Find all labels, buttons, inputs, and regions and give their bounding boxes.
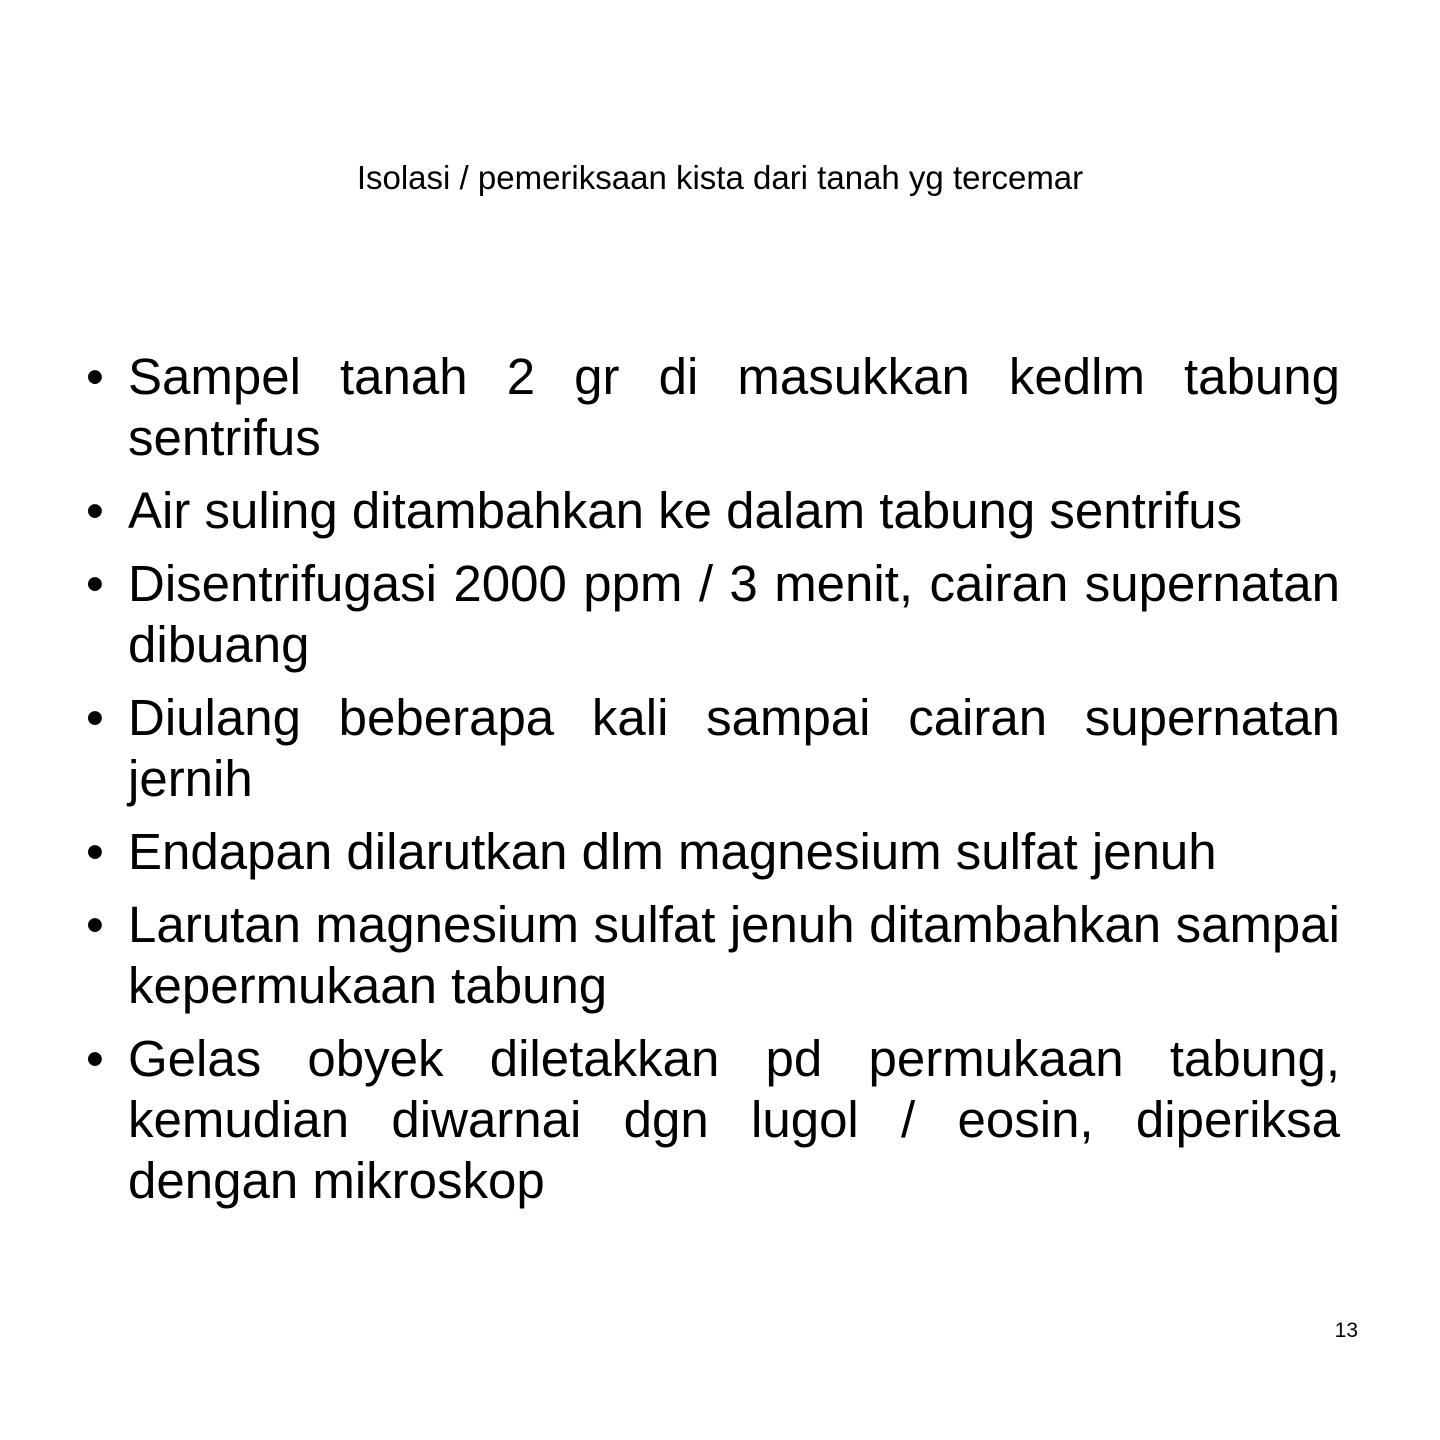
bullet-icon: • xyxy=(86,896,104,953)
bullet-text: Disentrifugasi 2000 ppm / 3 menit, cairan supernatan dibuang xyxy=(128,555,1340,673)
bullet-item xyxy=(80,1028,1340,1211)
bullet-text: Gelas obyek diletakkan pd permukaan tabung, kemudian diwarnai dgn lugol / eosin, diperiksa dengan mikroskop xyxy=(128,1030,1340,1209)
bullet-item xyxy=(80,553,1340,675)
bullet-item xyxy=(80,821,1340,882)
bullet-text: Larutan magnesium sulfat jenuh ditambahkan sampai kepermukaan tabung xyxy=(128,896,1340,1014)
bullet-icon: • xyxy=(86,348,104,405)
bullet-item xyxy=(80,480,1340,541)
bullet-icon: • xyxy=(86,823,104,880)
bullet-item xyxy=(80,894,1340,1016)
slide-title: Isolasi / pemeriksaan kista dari tanah yg tercemar xyxy=(356,159,1084,196)
bullet-text: Diulang beberapa kali sampai cairan supernatan jernih xyxy=(128,689,1340,807)
bullet-list xyxy=(80,346,1340,1223)
bullet-text: Air suling ditambahkan ke dalam tabung sentrifus xyxy=(128,482,1243,539)
bullet-icon: • xyxy=(86,1030,104,1087)
bullet-text: Endapan dilarutkan dlm magnesium sulfat jenuh xyxy=(128,823,1217,880)
page-number: 13 xyxy=(1334,1319,1358,1342)
bullet-text: Sampel tanah 2 gr di masukkan kedlm tabung sentrifus xyxy=(128,348,1340,466)
bullet-item xyxy=(80,346,1340,468)
bullet-icon: • xyxy=(86,689,104,746)
bullet-icon: • xyxy=(86,482,104,539)
bullet-icon: • xyxy=(86,555,104,612)
bullet-item xyxy=(80,687,1340,809)
